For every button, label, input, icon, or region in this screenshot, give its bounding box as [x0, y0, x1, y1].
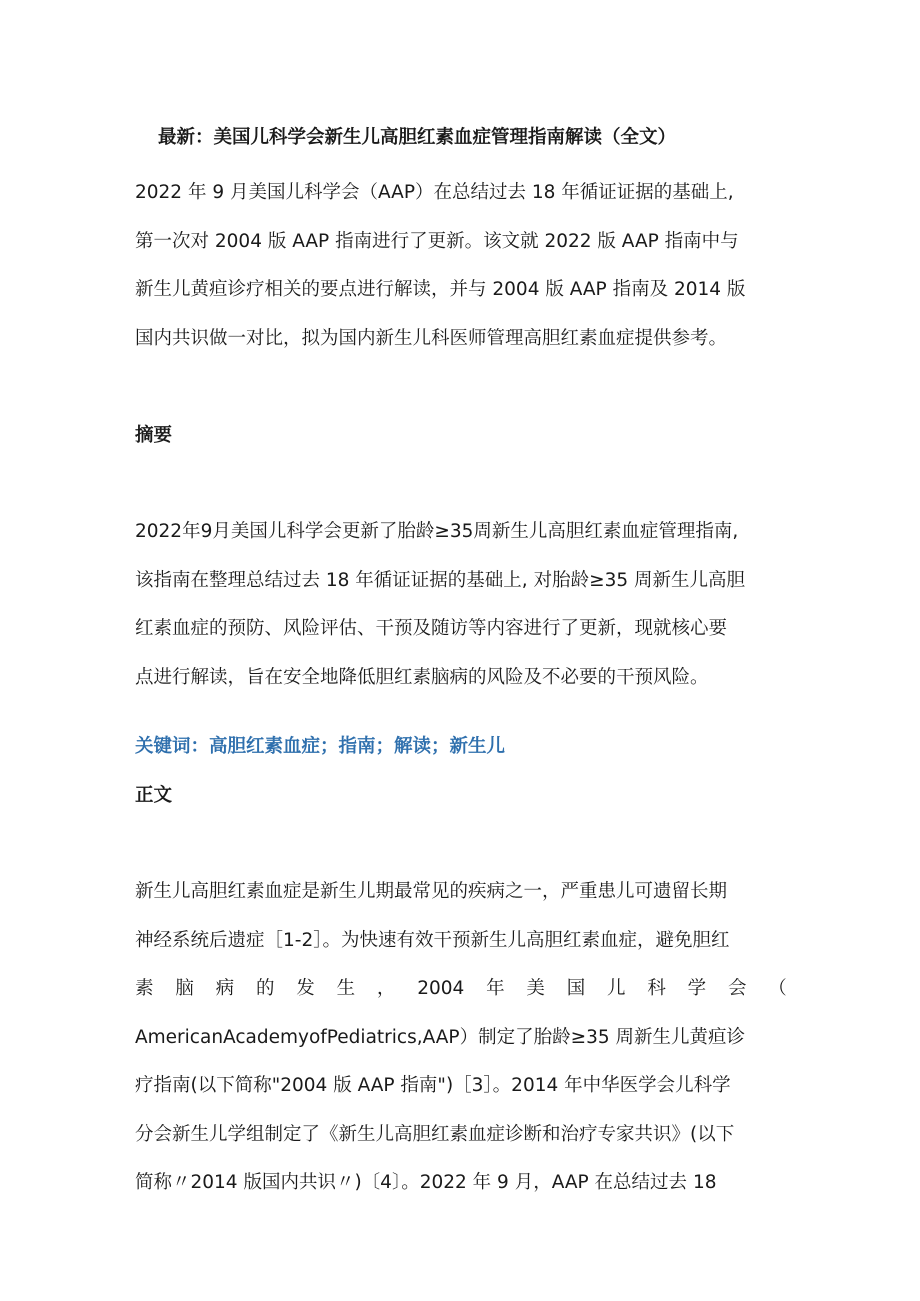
spread-char: 学 — [687, 978, 707, 999]
abstract-heading: 摘要 — [135, 425, 173, 446]
intro-line: 2022 年 9 月美国儿科学会（AAP）在总结过去 18 年循证证据的基础上, — [135, 182, 734, 203]
spread-char: 的 — [255, 978, 275, 999]
body-line: 神经系统后遗症［1-2］。为快速有效干预新生儿高胆红素血症，避免胆红 — [135, 929, 730, 951]
spread-char: 生 — [336, 978, 356, 999]
body-line: 分会新生儿学组制定了《新生儿高胆红素血症诊断和治疗专家共识》(以下 — [135, 1123, 735, 1145]
body-line: 新生儿高胆红素血症是新生儿期最常见的疾病之一，严重患儿可遗留长期 — [135, 881, 728, 902]
spread-char: 美 — [526, 978, 545, 999]
body-line: AmericanAcademyofPediatrics,AAP）制定了胎龄≥35 周新生儿黄疸诊 — [135, 1026, 745, 1048]
intro-paragraph — [135, 169, 787, 363]
spread-char: 脑 — [175, 978, 194, 999]
spread-char: （ — [768, 978, 787, 999]
spread-char: 儿 — [607, 978, 626, 999]
spread-char: 年 — [486, 978, 505, 999]
spread-char: 发 — [296, 978, 315, 999]
spread-char: 2004 — [417, 978, 465, 999]
body-paragraph — [135, 868, 787, 1208]
body-line: 疗指南(以下简称"2004 版 AAP 指南")［3］。2014 年中华医学会儿科学 — [135, 1075, 731, 1096]
intro-line: 国内共识做一对比，拟为国内新生儿科医师管理高胆红素血症提供参考。 — [135, 327, 728, 349]
intro-line: 第一次对 2004 版 AAP 指南进行了更新。该文就 2022 版 AAP 指南中与 — [135, 230, 739, 252]
abstract-line: 红素血症的预防、风险评估、干预及随访等内容进行了更新，现就核心要 — [135, 618, 728, 639]
abstract-line: 点进行解读，旨在安全地降低胆红素脑病的风险及不必要的干预风险。 — [135, 666, 709, 688]
document-title: 最新：美国儿科学会新生儿高胆红素血症管理指南解读（全文） — [158, 127, 677, 148]
spread-char: 科 — [647, 978, 666, 999]
body-line-spread — [135, 965, 787, 1014]
abstract-line: 2022年9月美国儿科学会更新了胎龄≥35周新生儿高胆红素血症管理指南, — [135, 521, 739, 542]
spread-char: 素 — [135, 978, 154, 999]
body-line: 简称〃2014 版国内共识〃)〔4〕。2022 年 9 月，AAP 在总结过去 18 — [135, 1172, 717, 1193]
spread-char: 会 — [727, 978, 747, 999]
abstract-paragraph — [135, 508, 787, 702]
intro-line: 新生儿黄疸诊疗相关的要点进行解读，并与 2004 版 AAP 指南及 2014 版 — [135, 279, 746, 300]
spread-char: 病 — [215, 978, 235, 999]
spread-char: ， — [376, 978, 396, 999]
abstract-line: 该指南在整理总结过去 18 年循证证据的基础上, 对胎龄≥35 周新生儿高胆 — [135, 569, 745, 591]
keywords-line: 关键词：高胆红素血症；指南；解读；新生儿 — [135, 736, 506, 757]
body-heading: 正文 — [135, 785, 173, 806]
spread-char: 国 — [566, 978, 586, 999]
